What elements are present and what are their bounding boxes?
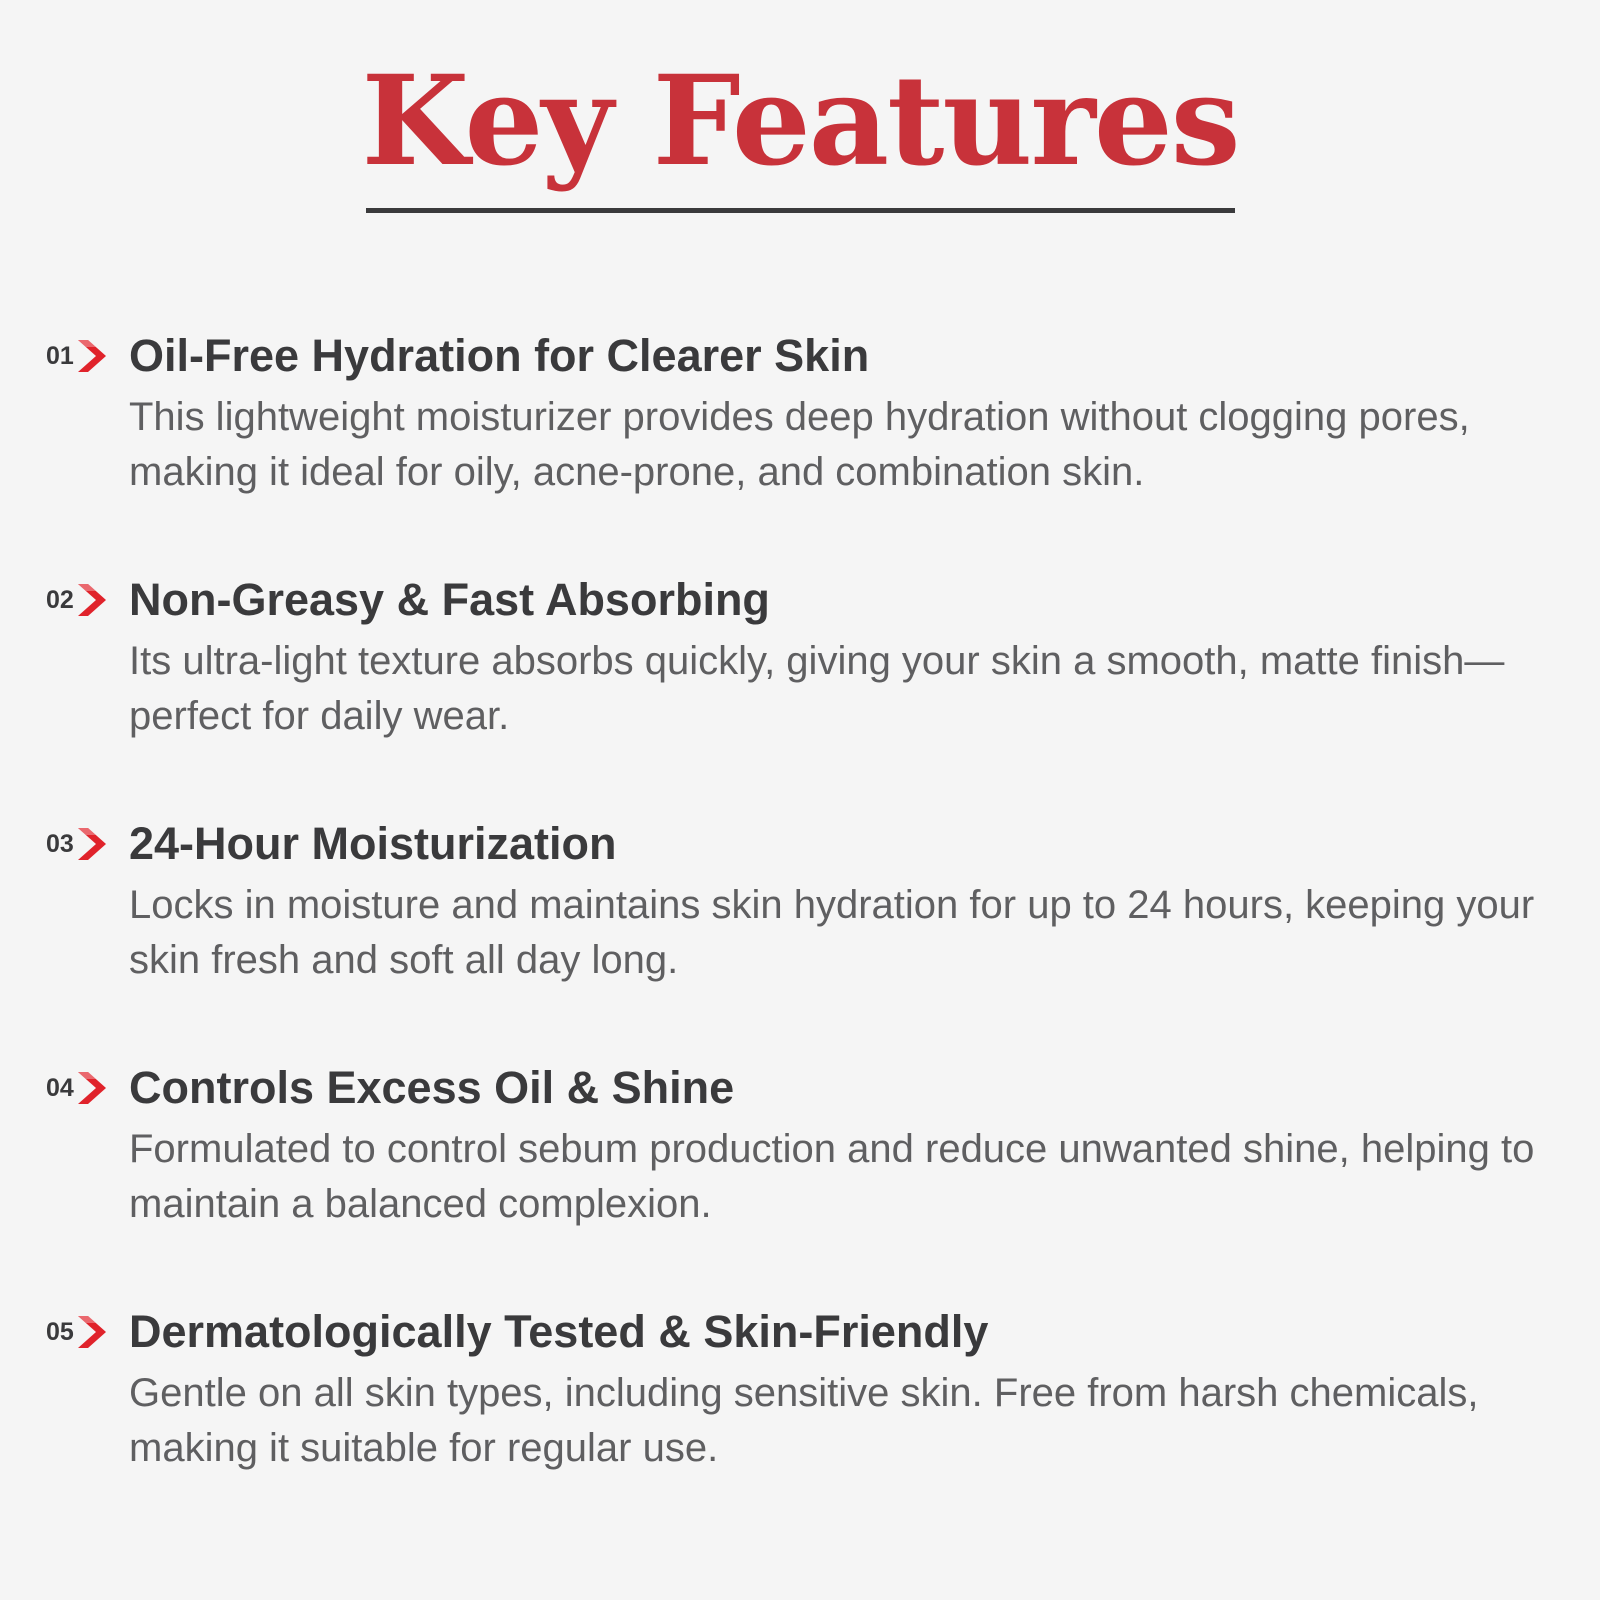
feature-marker [46, 336, 110, 376]
chevron-right-icon [76, 824, 110, 864]
feature-marker [46, 824, 110, 864]
feature-title: Oil-Free Hydration for Clearer Skin [129, 330, 870, 381]
feature-title: Non-Greasy & Fast Absorbing [129, 574, 770, 625]
feature-number: 01 [46, 342, 74, 370]
feature-marker [46, 1312, 110, 1352]
feature-description: Locks in moisture and maintains skin hydration for up to 24 hours, keeping your skin fresh and soft all day long. [129, 883, 1535, 982]
feature-description: This lightweight moisturizer provides deep hydration without clogging pores, making it ideal for oily, acne-prone, and combination skin. [129, 395, 1470, 494]
feature-number: 04 [46, 1074, 74, 1102]
feature-title: Dermatologically Tested & Skin-Friendly [129, 1306, 989, 1357]
chevron-right-icon [76, 1312, 110, 1352]
chevron-right-icon [76, 1068, 110, 1108]
feature-marker [46, 580, 110, 620]
page-title: Key Features [361, 49, 1239, 194]
feature-description: Its ultra-light texture absorbs quickly, giving your skin a smooth, matte finish—perfect for daily wear. [129, 639, 1505, 738]
title-divider [366, 208, 1235, 213]
feature-description: Formulated to control sebum production and reduce unwanted shine, helping to maintain a balanced complexion. [129, 1127, 1535, 1226]
chevron-right-icon [76, 336, 110, 376]
feature-marker [46, 1068, 110, 1108]
chevron-right-icon [76, 580, 110, 620]
feature-number: 02 [46, 586, 74, 614]
feature-number: 05 [46, 1318, 74, 1346]
feature-title: 24-Hour Moisturization [129, 818, 617, 869]
feature-description: Gentle on all skin types, including sensitive skin. Free from harsh chemicals, making it suitable for regular use. [129, 1371, 1479, 1470]
feature-title: Controls Excess Oil & Shine [129, 1062, 735, 1113]
feature-number: 03 [46, 830, 74, 858]
